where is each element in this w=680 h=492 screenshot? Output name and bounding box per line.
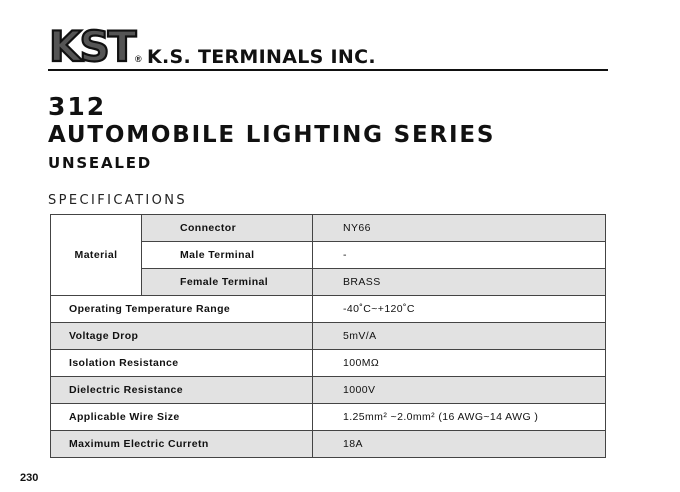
- table-row: [51, 215, 606, 242]
- spec-value: 100MΩ: [313, 350, 606, 377]
- spec-value: -: [313, 242, 606, 269]
- table-row: [51, 404, 606, 431]
- page-number: 230: [20, 472, 39, 484]
- spec-label: Maximum Electric Curretn: [51, 431, 313, 458]
- spec-label: Male Terminal: [142, 242, 313, 269]
- svg-text:KST: KST: [49, 22, 135, 66]
- spec-label: Dielectric Resistance: [51, 377, 313, 404]
- table-row: [51, 431, 606, 458]
- spec-value: NY66: [313, 215, 606, 242]
- registered-mark: ®: [135, 54, 142, 64]
- spec-label: Voltage Drop: [51, 323, 313, 350]
- series-number: 312: [48, 92, 107, 121]
- spec-value: BRASS: [313, 269, 606, 296]
- spec-label: Applicable Wire Size: [51, 404, 313, 431]
- company-name: K.S. TERMINALS INC.: [147, 46, 376, 68]
- table-row: [51, 350, 606, 377]
- spec-label: Operating Temperature Range: [51, 296, 313, 323]
- spec-value: 1.25mm² ~2.0mm² (16 AWG~14 AWG ): [313, 404, 606, 431]
- table-row: [51, 323, 606, 350]
- page-header: [48, 22, 608, 72]
- spec-value: 18A: [313, 431, 606, 458]
- spec-value: 1000V: [313, 377, 606, 404]
- series-subtitle: UNSEALED: [48, 154, 153, 172]
- spec-label: Connector: [142, 215, 313, 242]
- section-title: SPECIFICATIONS: [48, 193, 188, 208]
- spec-label: Female Terminal: [142, 269, 313, 296]
- specifications-table: [50, 214, 606, 458]
- spec-value: -40˚C~+120˚C: [313, 296, 606, 323]
- header-rule: [48, 69, 608, 71]
- table-row: [51, 296, 606, 323]
- series-name: AUTOMOBILE LIGHTING SERIES: [48, 122, 496, 148]
- kst-logo: [48, 22, 138, 66]
- spec-value: 5mV/A: [313, 323, 606, 350]
- material-label: Material: [51, 215, 142, 296]
- table-row: [51, 377, 606, 404]
- spec-label: Isolation Resistance: [51, 350, 313, 377]
